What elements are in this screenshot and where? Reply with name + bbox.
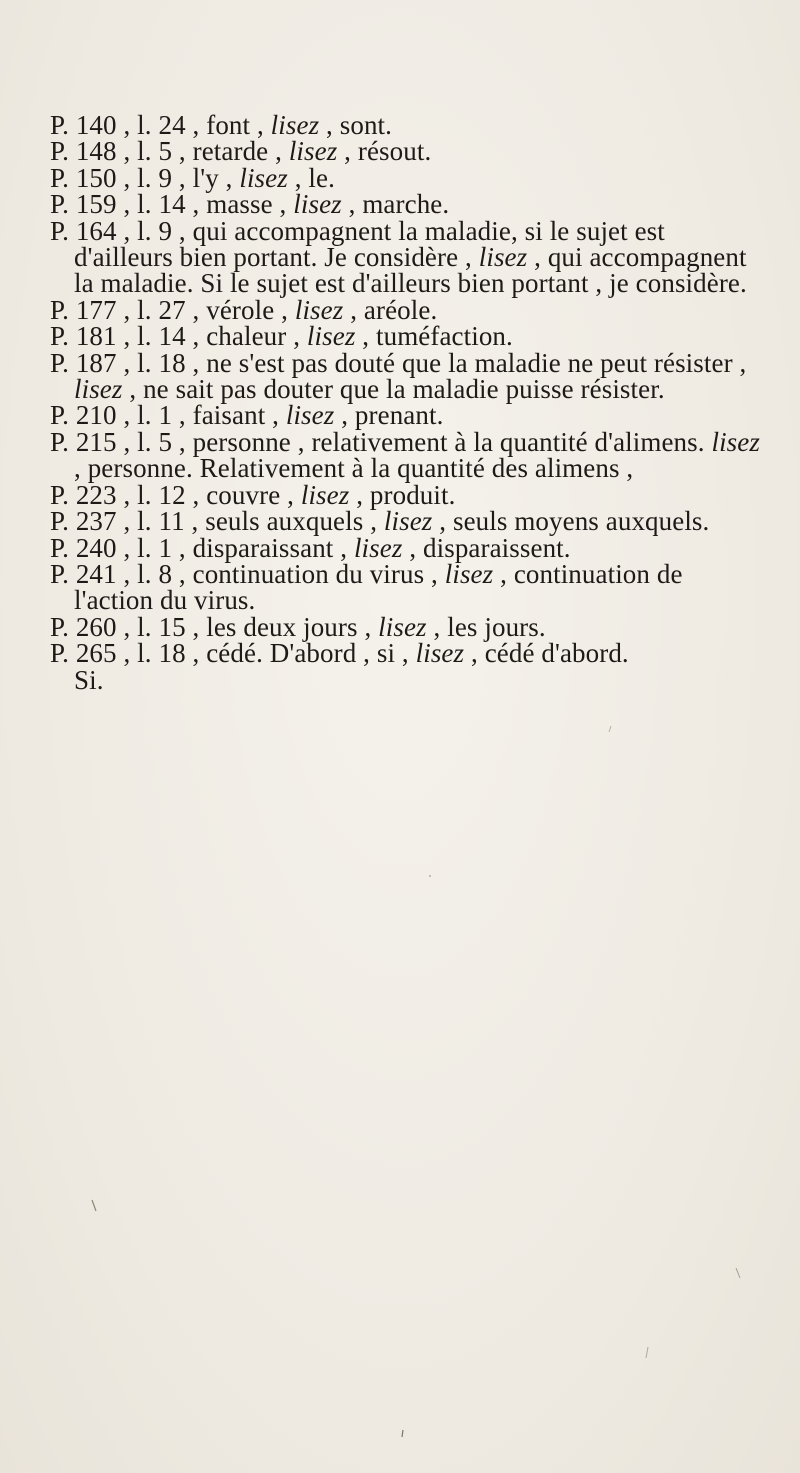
errata-correction-text: , résout. <box>337 136 432 167</box>
errata-correction-text: , marche. <box>341 189 450 220</box>
errata-entry <box>50 215 762 299</box>
errata-lisez: lisez <box>378 611 427 642</box>
errata-lisez: lisez <box>383 506 433 537</box>
errata-error-text: P. 237 , l. 11 , seuls auxquels , <box>50 506 384 537</box>
errata-error-text: P. 215 , l. 5 , personne , relativement à la quantité d'alimens. <box>50 426 712 457</box>
errata-lisez: lisez <box>444 558 494 589</box>
speck-mark <box>736 1268 740 1278</box>
errata-correction-text: , aréole. <box>343 294 438 325</box>
speck-mark <box>92 1200 96 1211</box>
errata-error-text: P. 140 , l. 24 , font , <box>50 110 271 140</box>
errata-correction-text: , qui accompagnent la maladie. Si le sujet est d'ailleurs bien portant , je considère. <box>74 242 747 299</box>
errata-entry <box>50 400 762 431</box>
errata-correction-text: , ne sait pas douter que la maladie puisse résister. <box>122 374 665 405</box>
errata-error-text: P. 164 , l. 9 , qui accompagnent la maladie, si le sujet est d'ailleurs bien portant. Je considère , <box>50 215 665 273</box>
errata-correction-text: , le. <box>287 162 335 193</box>
errata-error-text: P. 265 , l. 18 , cédé. D'abord , si , <box>50 638 416 669</box>
errata-correction-text: , seuls moyens auxquels. <box>432 506 710 537</box>
errata-correction-text: , produit. <box>349 479 456 510</box>
errata-entry <box>50 532 762 563</box>
errata-correction-text: , continuation de l'action du virus. <box>74 558 683 616</box>
errata-correction-text: , personne. Relativement à la quantité des alimens , <box>74 453 634 484</box>
errata-error-text: P. 241 , l. 8 , continuation du virus , <box>50 558 445 589</box>
errata-correction-text: , sont. <box>319 110 392 140</box>
speck-mark <box>609 726 611 732</box>
errata-lisez: lisez <box>300 479 350 510</box>
speck-dot <box>429 875 431 877</box>
errata-error-text: P. 260 , l. 15 , les deux jours , <box>50 611 379 642</box>
errata-error-text: P. 181 , l. 14 , chaleur , <box>50 321 307 352</box>
errata-error-text: P. 148 , l. 5 , retarde , <box>50 136 289 167</box>
errata-lisez: lisez <box>306 321 356 352</box>
errata-entry <box>50 426 762 484</box>
errata-entry <box>50 347 762 405</box>
errata-error-text: P. 223 , l. 12 , couvre , <box>50 479 301 510</box>
errata-correction-text: , les jours. <box>426 611 546 642</box>
errata-entry <box>50 506 762 537</box>
errata-lisez: lisez <box>478 242 528 273</box>
errata-entry <box>50 189 762 220</box>
errata-error-text: P. 150 , l. 9 , l'y , <box>50 162 240 193</box>
errata-entry <box>50 162 762 193</box>
errata-lisez: lisez <box>270 110 320 140</box>
errata-lisez: lisez <box>293 189 342 220</box>
errata-correction-text: , tuméfaction. <box>355 321 513 352</box>
errata-entry <box>50 558 762 616</box>
errata-entry <box>50 640 762 693</box>
errata-lisez: lisez <box>74 374 123 405</box>
errata-error-text: P. 187 , l. 18 , ne s'est pas douté que la maladie ne peut résister , <box>50 347 747 378</box>
speck-mark <box>646 1347 648 1358</box>
errata-correction-text: , disparaissent. <box>402 532 571 563</box>
errata-list <box>50 112 762 693</box>
errata-entry <box>50 479 762 510</box>
errata-error-text: P. 240 , l. 1 , disparaissant , <box>50 532 354 563</box>
errata-entry <box>50 112 762 138</box>
errata-error-text: P. 159 , l. 14 , masse , <box>50 189 294 220</box>
errata-lisez: lisez <box>288 136 338 167</box>
errata-lisez: lisez <box>239 162 288 193</box>
errata-lisez: lisez <box>711 426 760 457</box>
errata-continuation-text: Si. <box>74 664 104 695</box>
errata-entry <box>50 294 762 325</box>
errata-entry <box>50 611 762 642</box>
errata-error-text: P. 177 , l. 27 , vérole , <box>50 294 295 325</box>
errata-entry <box>50 136 762 167</box>
errata-lisez: lisez <box>294 294 344 325</box>
errata-entry <box>50 321 762 352</box>
errata-error-text: P. 210 , l. 1 , faisant , <box>50 400 286 431</box>
errata-correction-text: , cédé d'abord. <box>464 638 629 669</box>
errata-lisez: lisez <box>285 400 335 431</box>
errata-correction-text: , prenant. <box>334 400 444 431</box>
errata-lisez: lisez <box>353 532 403 563</box>
speck-mark <box>402 1430 403 1437</box>
errata-lisez: lisez <box>415 638 465 669</box>
